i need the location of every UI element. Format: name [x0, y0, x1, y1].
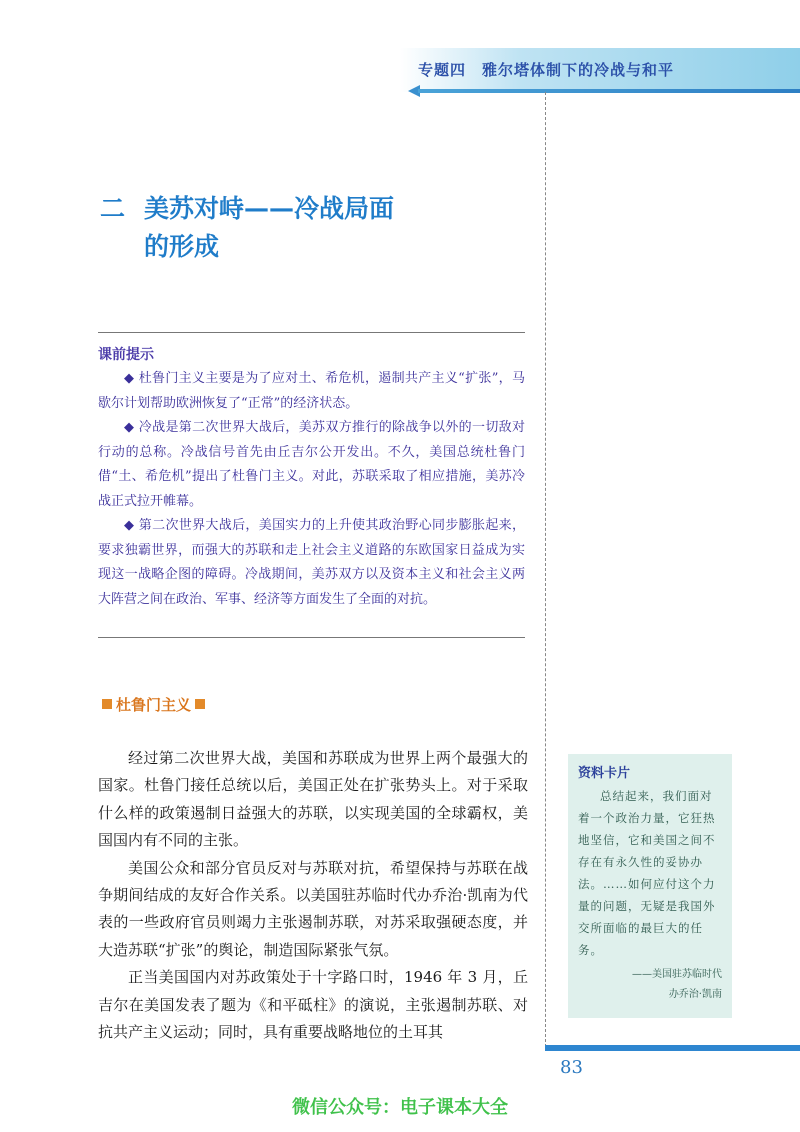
tips-item: ◆ 杜鲁门主义主要是为了应对土、希危机，遏制共产主义“扩张”，马歇尔计划帮助欧洲恢复了“正常”的经济状态。	[98, 371, 525, 411]
body-paragraph: 美国公众和部分官员反对与苏联对抗，希望保持与苏联在战争期间结成的友好合作关系。以美国驻苏临时代办乔治·凯南为代表的一些政府官员则竭力主张遏制苏联，对苏采取强硬态度，并大造苏联“扩张”的舆论，制造国际紧张气氛。	[98, 858, 528, 959]
tips-item: ◆ 冷战是第二次世界大战后，美苏双方推行的除战争以外的一切敌对行动的总称。冷战信号首先由丘吉尔公开发出。不久，美国总统杜鲁门借“土、希危机”提出了杜鲁门主义。对此，苏联采取了相应措施，美苏冷战正式拉开帷幕。	[98, 420, 525, 509]
card-source	[578, 965, 722, 1005]
tips-top-rule	[98, 332, 525, 333]
margin-divider	[545, 92, 546, 1047]
lesson-title-line2: 的形成	[144, 232, 220, 261]
lesson-number: 二	[100, 194, 126, 223]
tips-heading: 课前提示	[98, 347, 154, 363]
square-bullet-icon	[195, 699, 205, 709]
square-bullet-icon	[102, 699, 112, 709]
body-paragraph: 经过第二次世界大战，美国和苏联成为世界上两个最强大的国家。杜鲁门接任总统以后，美国正处在扩张势头上。对于采取什么样的政策遏制日益强大的苏联，以实现美国的全球霸权，美国国内有不同的主张。	[98, 749, 528, 850]
card-source-line1: ——美国驻苏临时代	[632, 969, 722, 980]
running-title: 专题四 雅尔塔体制下的冷战与和平	[418, 61, 675, 79]
tips-item: ◆ 第二次世界大战后，美国实力的上升使其政治野心同步膨胀起来，要求独霸世界，而强大的苏联和走上社会主义道路的东欧国家日益成为实现这一战略企图的障碍。冷战期间，美苏双方以及资本主义和社会主义两大阵营之间在政治、军事、经济等方面发生了全面的对抗。	[98, 518, 525, 607]
card-source-line2: 办乔治·凯南	[668, 989, 722, 1000]
section-heading	[98, 694, 209, 715]
header-arrow-line	[418, 89, 800, 93]
lesson-title	[100, 190, 394, 266]
section-heading-text: 杜鲁门主义	[116, 696, 192, 714]
data-card	[568, 754, 732, 1018]
card-quote: 总结起来，我们面对着一个政治力量，它狂热地坚信，它和美国之间不存在有永久性的妥协办法。……如何应付这个力量的问题，无疑是我国外交所面临的最巨大的任务。	[578, 789, 716, 957]
tips-box	[98, 367, 525, 612]
body-text	[98, 745, 528, 1046]
tips-bottom-rule	[98, 637, 525, 638]
watermark: 微信公众号：电子课本大全	[292, 1097, 508, 1118]
body-paragraph: 正当美国国内对苏政策处于十字路口时，1946 年 3 月，丘吉尔在美国发表了题为《和平砥柱》的演说，主张遏制苏联、对抗共产主义运动；同时，具有重要战略地位的土耳其	[98, 968, 528, 1042]
card-title: 资料卡片	[578, 766, 631, 781]
footer-bar	[545, 1045, 800, 1051]
page-number: 83	[560, 1057, 583, 1078]
lesson-title-line1: 美苏对峙——冷战局面	[144, 194, 395, 223]
